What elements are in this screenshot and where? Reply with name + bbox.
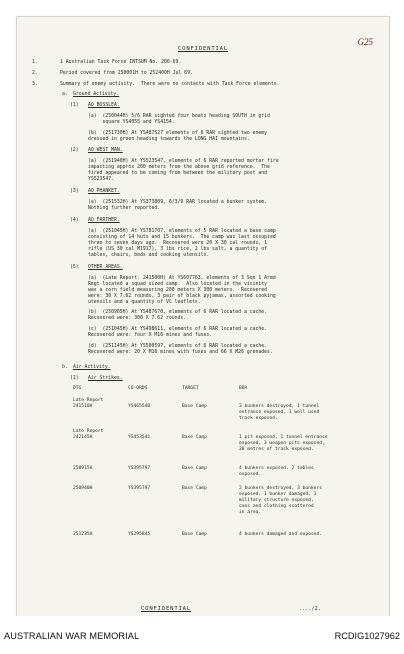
table-cell-bda: 4 bunkers exposed, 2 tables exposed. bbox=[239, 466, 314, 477]
table-cell-dtg: Late Report 241510H bbox=[73, 398, 104, 409]
subsection-number: (3) bbox=[70, 189, 79, 194]
table-cell-bda: 2 bunkers destroyed, 3 bunkers exposed, 1 bunker damaged, 1 military structure exposed, cans and clothing scattered in area. bbox=[239, 486, 322, 515]
column-header: DTG bbox=[73, 386, 82, 391]
subsection-number: (4) bbox=[70, 218, 79, 223]
air-strikes-table bbox=[17, 17, 389, 617]
document-page bbox=[16, 16, 390, 618]
table-cell-target: Base Camp bbox=[182, 466, 207, 471]
item-text: 1 Australian Task Force INTSUM No. 206-69. bbox=[60, 60, 182, 65]
table-cell-dtg: 250915H bbox=[73, 466, 93, 471]
table-cell-target: Base Camp bbox=[182, 404, 207, 409]
section-heading: Ground Activity. bbox=[73, 92, 120, 97]
report-paragraph: (b) (250905H) At YS487670, elements of 6 RAR located a cache. Recovered were: 300 X 7.62 rounds. bbox=[88, 310, 268, 321]
table-cell-dtg: Late Report 242145H bbox=[73, 429, 104, 440]
subsection-title: AO PHANKET. bbox=[88, 189, 120, 194]
table-cell-bda: 1 pit exposed, 1 tunnel entrance exposed, 3 weapon pits exposed, 30 metres of track exposed. bbox=[239, 435, 328, 452]
archive-name: AUSTRALIAN WAR MEMORIAL bbox=[4, 631, 140, 641]
subsection-number: (1) bbox=[70, 376, 79, 381]
subsection-title: Air Strikes. bbox=[88, 376, 123, 381]
report-paragraph: (a) (250044H) 5/6 RAR sighted four boats heading SOUTH in grid square YS4055 and YS4154. bbox=[88, 114, 270, 125]
section-label: b. bbox=[62, 365, 68, 370]
table-cell-coords: YS453541 bbox=[128, 435, 151, 440]
column-header: TARGET bbox=[182, 386, 199, 391]
classification-footer: CONFIDENTIAL bbox=[141, 606, 192, 612]
handwritten-page-number: G25 bbox=[357, 37, 373, 47]
report-paragraph: (d) (251145H) At YS500597, elements of 6 RAR located a cache. Recovered were: 20 X M16 mines with fuses and 66 X M26 grenades. bbox=[88, 344, 273, 355]
table-cell-coords: YS395797 bbox=[128, 466, 151, 471]
column-header: BDA bbox=[239, 386, 248, 391]
subsection-title: AO WEST MAN. bbox=[88, 148, 123, 153]
archive-footer bbox=[0, 616, 404, 654]
section-heading: Air Activity. bbox=[73, 365, 111, 370]
item-text: Period covered from 250001H to 252400H Jul 69. bbox=[60, 71, 193, 76]
item-number: 3. bbox=[32, 82, 38, 87]
subsection-number: (5) bbox=[70, 265, 79, 270]
report-paragraph: (c) (251045H) At YS498611, elements of 6 RAR located a cache. Recovered were: four X M16 mines and fuses. bbox=[88, 327, 268, 338]
table-cell-bda: 4 bunkers damaged and exposed. bbox=[239, 532, 322, 537]
subsection-number: (1) bbox=[70, 103, 79, 108]
table-cell-dtg: 250940H bbox=[73, 486, 93, 491]
table-cell-target: Base Camp bbox=[182, 486, 207, 491]
report-paragraph: (b) (251730H) At YS487527 elements of 6 RAR sighted two enemy dressed in green heading towards the LONG HAI mountains. bbox=[88, 131, 268, 142]
column-header: CO-ORDS bbox=[128, 386, 148, 391]
item-text: Summary of enemy activity. There were no contacts with Task Force elements. bbox=[60, 82, 280, 87]
continuation-marker: ..../2. bbox=[299, 606, 321, 612]
report-paragraph: (a) (251045H) At YS781707, elements of 5 RAR located a base camp consisting of 14 huts and 15 bunkers. The camp was last occupied three to seven days ago. Recovered were 20 X 30 cal rounds, 1 rifle (US 30 cal M1917), 3 lbs rice, 2 lbs salt, a quantity of tables, chairs, beds and cooking utensils. bbox=[88, 229, 276, 258]
classification-header: CONFIDENTIAL bbox=[177, 46, 228, 52]
table-cell-bda: 3 bunkers destroyed, 1 tunnel entrance exposed, 1 well used track exposed. bbox=[239, 404, 320, 421]
report-paragraph: (a) (Late Report. 241500H) At YS607763, elements of 3 Sqn 1 Armd Regt located a squad sized camp. Also located in the vicinity was a corn field measuring 200 meters X 300 meters. Recovered were: 30 X 7.62 rounds, 3 pair of black pyjamas, assorted cooking utensils and a quantity of VC leaflets. bbox=[88, 276, 276, 305]
item-number: 1. bbox=[32, 60, 38, 65]
report-paragraph: (a) (251532H) At YS373809, 6/3/9 RAR located a bunker system. Nothing further reported. bbox=[88, 200, 268, 211]
section-label: a. bbox=[62, 92, 68, 97]
table-cell-coords: YS465540 bbox=[128, 404, 151, 409]
subsection-title: AO BOSSLEA. bbox=[88, 103, 120, 108]
table-cell-coords: YS395797 bbox=[128, 486, 151, 491]
subsection-number: (2) bbox=[70, 148, 79, 153]
table-cell-target: Base Camp bbox=[182, 532, 207, 537]
report-paragraph: (a) (251940H) At YS523547, elements of 6 RAR reported mortar fire impacting approx 200 meters from the above grid reference. The fired appeared to be coming from between the military post and YS523547. bbox=[88, 159, 279, 182]
table-cell-target: Base Camp bbox=[182, 435, 207, 440]
archive-record-id: RCDIG1027962 bbox=[334, 631, 400, 641]
table-cell-dtg: 251235H bbox=[73, 532, 93, 537]
table-cell-coords: YS295845 bbox=[128, 532, 151, 537]
subsection-title: AO FARTHER. bbox=[88, 218, 120, 223]
subsection-title: OTHER AREAS. bbox=[88, 265, 123, 270]
item-number: 2. bbox=[32, 71, 38, 76]
